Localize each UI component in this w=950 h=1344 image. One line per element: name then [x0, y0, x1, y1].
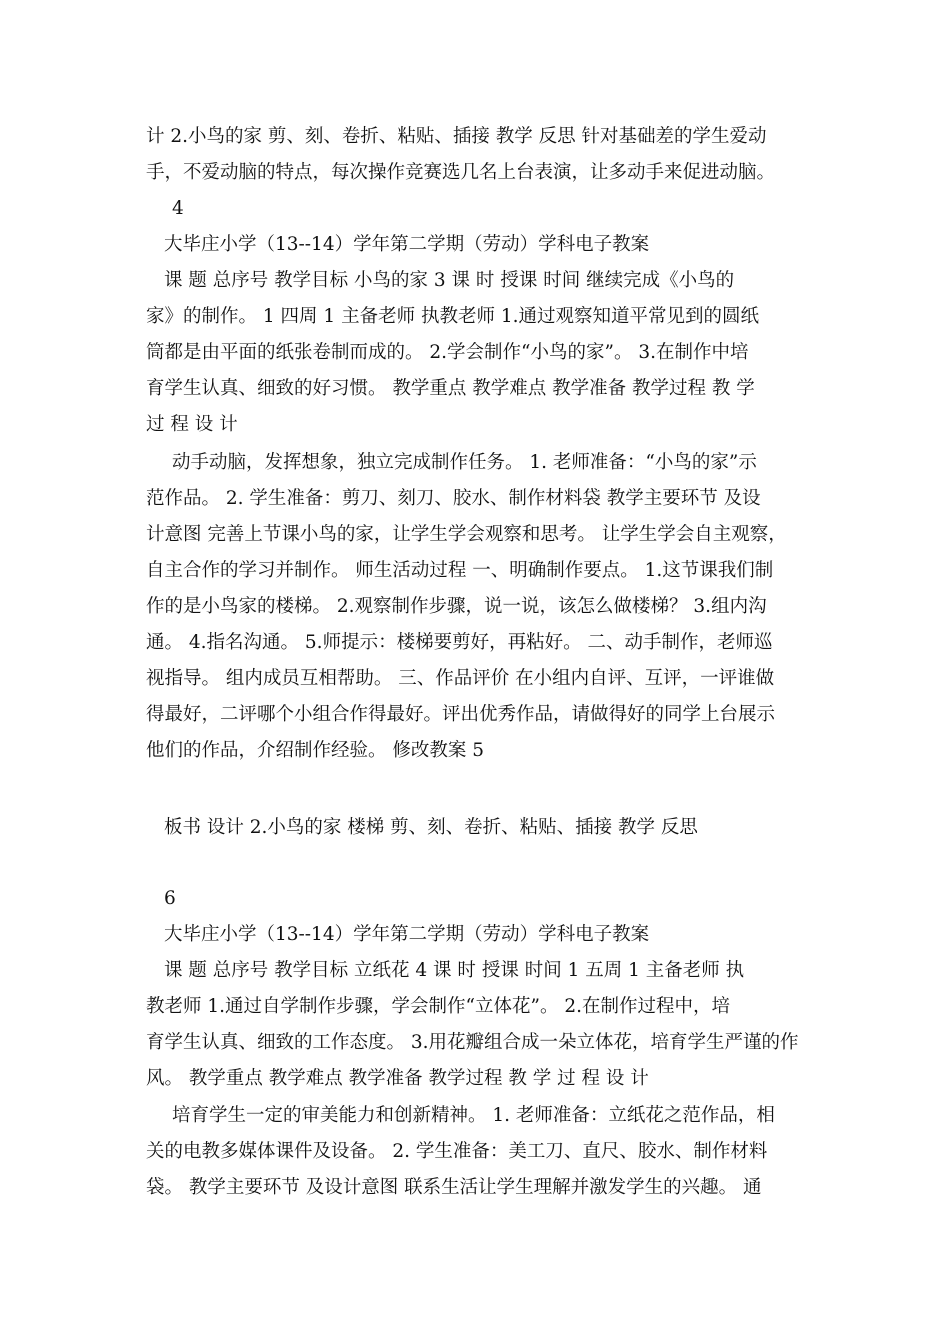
text-line: 过 程 设 计 [146, 414, 238, 435]
text-line: 课 题 总序号 教学目标 立纸花 4 课 时 授课 时间 1 五周 1 主备老师 执 [164, 960, 745, 981]
text-line: 作的是小鸟家的楼梯。 2.观察制作步骤，说一说，该怎么做楼梯？ 3.组内沟 [146, 596, 767, 617]
text-line: 计意图 完善上节课小鸟的家，让学生学会观察和思考。 让学生学会自主观察， [146, 524, 787, 545]
text-line: 自主合作的学习并制作。 师生活动过程 一、明确制作要点。 1.这节课我们制 [146, 560, 774, 581]
text-line: 家》的制作。 1 四周 1 主备老师 执教老师 1.通过观察知道平常见到的圆纸 [146, 306, 759, 327]
text-line: 培育学生一定的审美能力和创新精神。 1. 老师准备：立纸花之范作品，相 [172, 1105, 775, 1126]
text-line: 计 2.小鸟的家 剪、刻、卷折、粘贴、插接 教学 反思 针对基础差的学生爱动 [146, 126, 767, 147]
text-line: 手，不爱动脑的特点，每次操作竞赛选几名上台表演，让多动手来促进动脑。 [146, 162, 776, 183]
text-line: 风。 教学重点 教学难点 教学准备 教学过程 教 学 过 程 设 计 [146, 1068, 649, 1089]
text-line: 范作品。 2. 学生准备：剪刀、刻刀、胶水、制作材料袋 教学主要环节 及设 [146, 488, 761, 509]
text-line: 关的电教多媒体课件及设备。 2. 学生准备：美工刀、直尺、胶水、制作材料 [146, 1141, 768, 1162]
text-line: 通。 4.指名沟通。 5.师提示：楼梯要剪好，再粘好。 二、动手制作，老师巡 [146, 632, 773, 653]
text-line: 课 题 总序号 教学目标 小鸟的家 3 课 时 授课 时间 继续完成《小鸟的 [164, 270, 735, 291]
text-line: 他们的作品，介绍制作经验。 修改教案 5 [146, 740, 485, 761]
page-number: 4 [172, 198, 184, 219]
text-line: 板书 设计 2.小鸟的家 楼梯 剪、刻、卷折、粘贴、插接 教学 反思 [164, 817, 698, 838]
page-number: 6 [164, 888, 176, 909]
text-line: 育学生认真、细致的好习惯。 教学重点 教学难点 教学准备 教学过程 教 学 [146, 378, 755, 399]
text-line: 视指导。 组内成员互相帮助。 三、作品评价 在小组内自评、互评，一评谁做 [146, 668, 775, 689]
text-line: 教老师 1.通过自学制作步骤，学会制作“立体花”。 2.在制作过程中，培 [146, 996, 730, 1017]
text-line: 得最好，二评哪个小组合作得最好。评出优秀作品，请做得好的同学上台展示 [146, 704, 776, 725]
text-line: 筒都是由平面的纸张卷制而成的。 2.学会制作“小鸟的家”。 3.在制作中培 [146, 342, 749, 363]
text-line: 袋。 教学主要环节 及设计意图 联系生活让学生理解并激发学生的兴趣。 通 [146, 1177, 762, 1198]
section-heading: 大毕庄小学（13--14）学年第二学期（劳动）学科电子教案 [164, 234, 650, 255]
text-line: 动手动脑，发挥想象，独立完成制作任务。 1. 老师准备：“小鸟的家”示 [172, 452, 757, 473]
text-line: 育学生认真、细致的工作态度。 3.用花瓣组合成一朵立体花，培育学生严谨的作 [146, 1032, 799, 1053]
section-heading: 大毕庄小学（13--14）学年第二学期（劳动）学科电子教案 [164, 924, 650, 945]
